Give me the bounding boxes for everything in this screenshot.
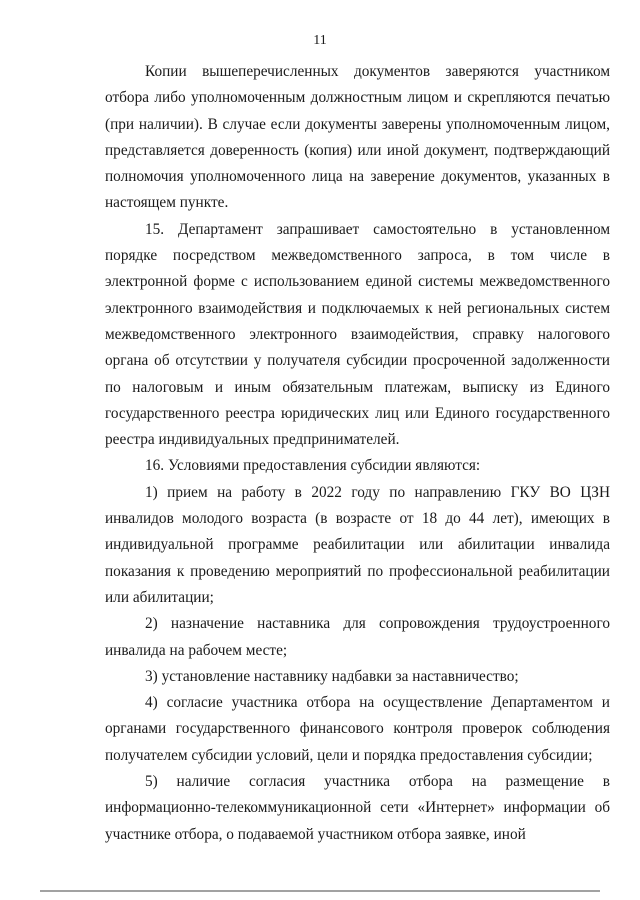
condition-4-inspections-consent: 4) согласие участника отбора на осуществление Департаментом и органами государственного финансового контроля проверок соблюдения получателем субсидии условий, цели и порядка предоставления субсидии; xyxy=(105,694,610,764)
condition-3-mentor-bonus: 3) установление наставнику надбавки за наставничество; xyxy=(145,667,519,685)
condition-2-mentor: 2) назначение наставника для сопровождения трудоустроенного инвалида на рабочем месте; xyxy=(105,615,610,659)
paragraph-15-interagency-request: 15. Департамент запрашивает самостоятельно в установленном порядке посредством межведомственного запроса, в том числе в электронной форме с использованием единой системы межведомственного электронного взаимодействия и подключаемых к ней региональных систем межведомственного электронного взаимодействия, справку налогового органа об отсутствии у получателя субсидии просроченной задолженности по налоговым и иным обязательным платежам, выписку из Единого государственного реестра юридических лиц или Единого государственного реестра индивидуальных предпринимателей. xyxy=(105,220,610,449)
document-body xyxy=(105,59,610,848)
page-number: 11 xyxy=(313,33,327,48)
paragraph-16-conditions-heading: 16. Условиями предоставления субсидии являются: xyxy=(145,457,481,475)
paragraph-copies-certification: Копии вышеперечисленных документов заверяются участником отбора либо уполномоченным должностным лицом и скрепляются печатью (при наличии). В случае если документы заверены уполномоченным лицом, представляется доверенность (копия) или иной документ, подтверждающий полномочия уполномоченного лица на заверение документов, указанных в настоящем пункте. xyxy=(105,63,610,212)
scan-bottom-edge-line xyxy=(40,890,600,892)
condition-5-internet-publication-consent: 5) наличие согласия участника отбора на размещение в информационно-телекоммуникационной сети «Интернет» информации об участнике отбора, о подаваемой участником отбора заявке, иной xyxy=(105,773,610,843)
condition-1-hiring: 1) прием на работу в 2022 году по направлению ГКУ ВО ЦЗН инвалидов молодого возраста (в возрасте от 18 до 44 лет), имеющих в индивидуальной программе реабилитации или абилитации инвалида показания к проведению мероприятий по профессиональной реабилитации или абилитации; xyxy=(105,483,610,606)
